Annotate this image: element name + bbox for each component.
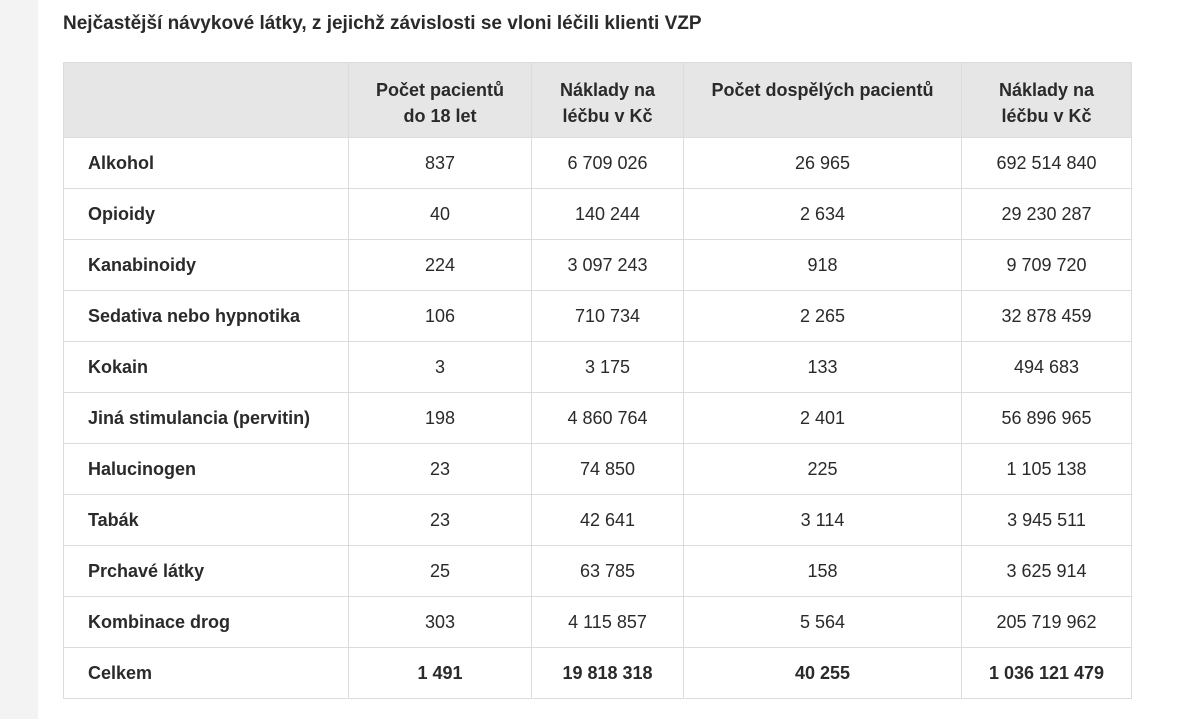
table-row (64, 240, 1132, 291)
adults-cost: 3 625 914 (962, 546, 1132, 597)
adults-count: 5 564 (684, 597, 962, 648)
minors-count: 23 (349, 495, 532, 546)
minors-cost: 42 641 (532, 495, 684, 546)
table-row (64, 495, 1132, 546)
minors-count: 198 (349, 393, 532, 444)
substance-label: Kokain (64, 342, 349, 393)
minors-count: 106 (349, 291, 532, 342)
header-minors-cost (532, 63, 684, 138)
adults-count: 225 (684, 444, 962, 495)
table-row (64, 291, 1132, 342)
minors-cost: 3 097 243 (532, 240, 684, 291)
minors-cost: 63 785 (532, 546, 684, 597)
adults-cost: 9 709 720 (962, 240, 1132, 291)
minors-cost: 4 115 857 (532, 597, 684, 648)
adults-cost: 29 230 287 (962, 189, 1132, 240)
header-line: Počet pacientů (375, 80, 505, 100)
table-row (64, 342, 1132, 393)
header-line: léčbu v Kč (562, 106, 653, 126)
table-row (64, 546, 1132, 597)
header-adults-cost (962, 63, 1132, 138)
minors-cost: 74 850 (532, 444, 684, 495)
adults-count: 3 114 (684, 495, 962, 546)
minors-count: 25 (349, 546, 532, 597)
header-line: léčbu v Kč (1001, 106, 1092, 126)
header-line: Počet dospělých pacientů (711, 80, 934, 100)
substance-label: Jiná stimulancia (pervitin) (64, 393, 349, 444)
header-minors-count (349, 63, 532, 138)
adults-cost: 205 719 962 (962, 597, 1132, 648)
adults-count: 2 401 (684, 393, 962, 444)
minors-cost: 4 860 764 (532, 393, 684, 444)
adults-count: 2 634 (684, 189, 962, 240)
minors-cost: 140 244 (532, 189, 684, 240)
minors-count: 40 (349, 189, 532, 240)
adults-count: 158 (684, 546, 962, 597)
minors-cost: 710 734 (532, 291, 684, 342)
total-adults-cost: 1 036 121 479 (962, 648, 1132, 699)
adults-cost: 32 878 459 (962, 291, 1132, 342)
substance-label: Kanabinoidy (64, 240, 349, 291)
substance-label: Kombinace drog (64, 597, 349, 648)
adults-count: 2 265 (684, 291, 962, 342)
table-row (64, 393, 1132, 444)
header-line: Náklady na (559, 80, 656, 100)
header-line: Náklady na (998, 80, 1095, 100)
adults-cost: 56 896 965 (962, 393, 1132, 444)
minors-count: 303 (349, 597, 532, 648)
substance-label: Sedativa nebo hypnotika (64, 291, 349, 342)
substance-label: Opioidy (64, 189, 349, 240)
total-row (64, 648, 1132, 699)
minors-count: 837 (349, 138, 532, 189)
minors-count: 224 (349, 240, 532, 291)
addiction-table (63, 62, 1132, 699)
adults-cost: 3 945 511 (962, 495, 1132, 546)
table-row (64, 138, 1132, 189)
total-label: Celkem (64, 648, 349, 699)
adults-count: 918 (684, 240, 962, 291)
adults-count: 133 (684, 342, 962, 393)
substance-label: Prchavé látky (64, 546, 349, 597)
table-row (64, 189, 1132, 240)
header-row (64, 63, 1132, 138)
table-row (64, 444, 1132, 495)
header-adults-count (684, 63, 962, 138)
minors-count: 23 (349, 444, 532, 495)
substance-label: Tabák (64, 495, 349, 546)
total-minors-cost: 19 818 318 (532, 648, 684, 699)
header-line: do 18 let (403, 106, 477, 126)
adults-count: 26 965 (684, 138, 962, 189)
adults-cost: 692 514 840 (962, 138, 1132, 189)
minors-cost: 6 709 026 (532, 138, 684, 189)
total-adults-count: 40 255 (684, 648, 962, 699)
total-minors-count: 1 491 (349, 648, 532, 699)
adults-cost: 494 683 (962, 342, 1132, 393)
minors-cost: 3 175 (532, 342, 684, 393)
substance-label: Halucinogen (64, 444, 349, 495)
substance-label: Alkohol (64, 138, 349, 189)
header-substance (64, 63, 349, 138)
table-title: Nejčastější návykové látky, z jejichž závislosti se vloni léčili klienti VZP (63, 13, 702, 34)
content-panel (38, 0, 1200, 719)
table-row (64, 597, 1132, 648)
minors-count: 3 (349, 342, 532, 393)
adults-cost: 1 105 138 (962, 444, 1132, 495)
